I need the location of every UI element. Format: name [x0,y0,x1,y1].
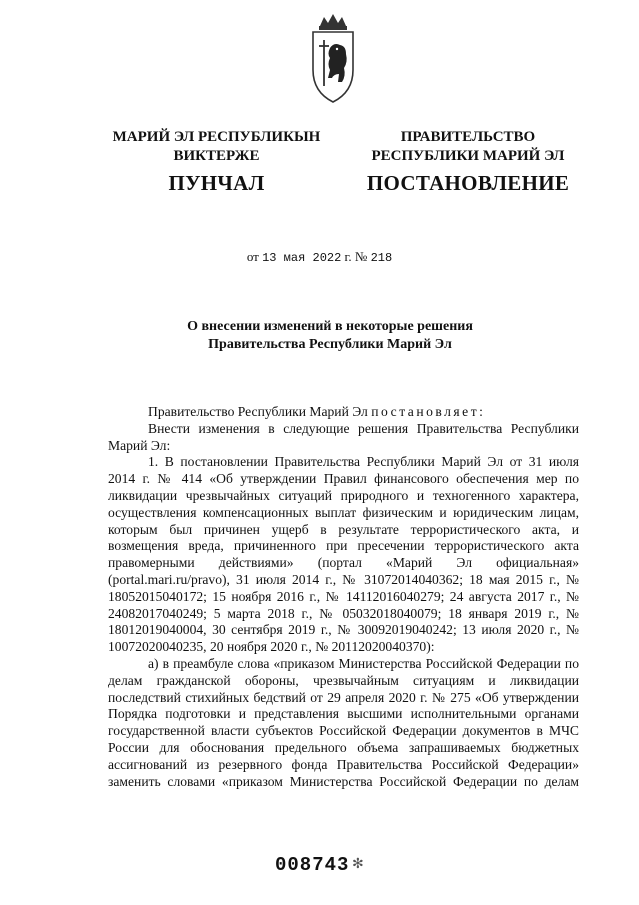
coat-of-arms-bear-icon [300,12,366,108]
date-value: 13 мая 2022 [262,251,342,265]
date-prefix: от [246,249,259,264]
header-mari-line1: МАРИЙ ЭЛ РЕСПУБЛИКЫН [112,129,321,145]
header-russian-line1: ПРАВИТЕЛЬСТВО [400,129,536,145]
form-serial-number: 008743 [275,854,350,876]
header-mari-line2: ВИКТЕРЖЕ [173,148,260,164]
header-mari-doc-type: ПУНЧАЛ [168,171,265,195]
intro-verb: постановляет: [371,404,486,419]
coat-of-arms-emblem [300,12,366,108]
header-russian-doc-type: ПОСТАНОВЛЕНИЕ [366,171,570,195]
header-russian-line2: РЕСПУБЛИКИ МАРИЙ ЭЛ [371,148,565,164]
intro-paragraph [108,404,579,421]
paragraph-item-1a: а) в преамбуле слова «приказом Министерства Российской Федерации по делам гражданской обороны, чрезвычайным ситуациям и ликвидации последствий стихийных бедствий от 29 апреля 2020 г. № 275 «Об утверждении Порядка подготовки и представления высшими исполнительными органами государственной власти субъектов Российской Федерации документов в МЧС России для обоснования предельного объема запрашиваемых бюджетных ассигнований из резервного фонда Правительства Российской Федерации» заменить словами «приказом Министерства Российской Федерации по делам [108,655,579,789]
document-body [108,404,579,790]
document-number: 218 [370,251,393,265]
title-line2: Правительства Республики Марий Эл [208,337,452,352]
asterisk-icon: ✻ [352,857,364,872]
number-prefix: г. № [344,249,368,264]
intro-subject: Правительство Республики Марий Эл [148,404,368,419]
document-title [120,318,540,354]
paragraph-item-1: 1. В постановлении Правительства Республики Марий Эл от 31 июля 2014 г. № 414 «Об утверждении Правил финансового обеспечения мер по ликвидации чрезвычайных ситуаций природного и техногенного характера, осуществления компенсационных выплат физическим и юридическим лицам, которым был причинен ущерб в результате террористического акта, и возмещения вреда, причиненного при пресечении террористического акта правомерными действиями» (портал «Марий Эл официальная» (portal.mari.ru/pravo), 31 июля 2014 г., № 31072014040362; 18 мая 2015 г., № 18052015040172; 15 ноября 2016 г., № 14112016040279; 24 августа 2017 г., № 24082017040249; 5 марта 2018 г., № 05032018040079; 18 января 2019 г., № 18012019040004, 30 сентября 2019 г., № 30092019040242; 13 июля 2020 г., № 10072020040235, 20 ноября 2020 г., № 20112020040370): [108,454,579,655]
title-line1: О внесении изменений в некоторые решения [187,319,473,334]
header-russian [353,128,583,195]
paragraph-directive: Внести изменения в следующие решения Правительства Республики Марий Эл: [108,420,579,453]
date-line [0,249,639,265]
header-mari [94,128,339,195]
